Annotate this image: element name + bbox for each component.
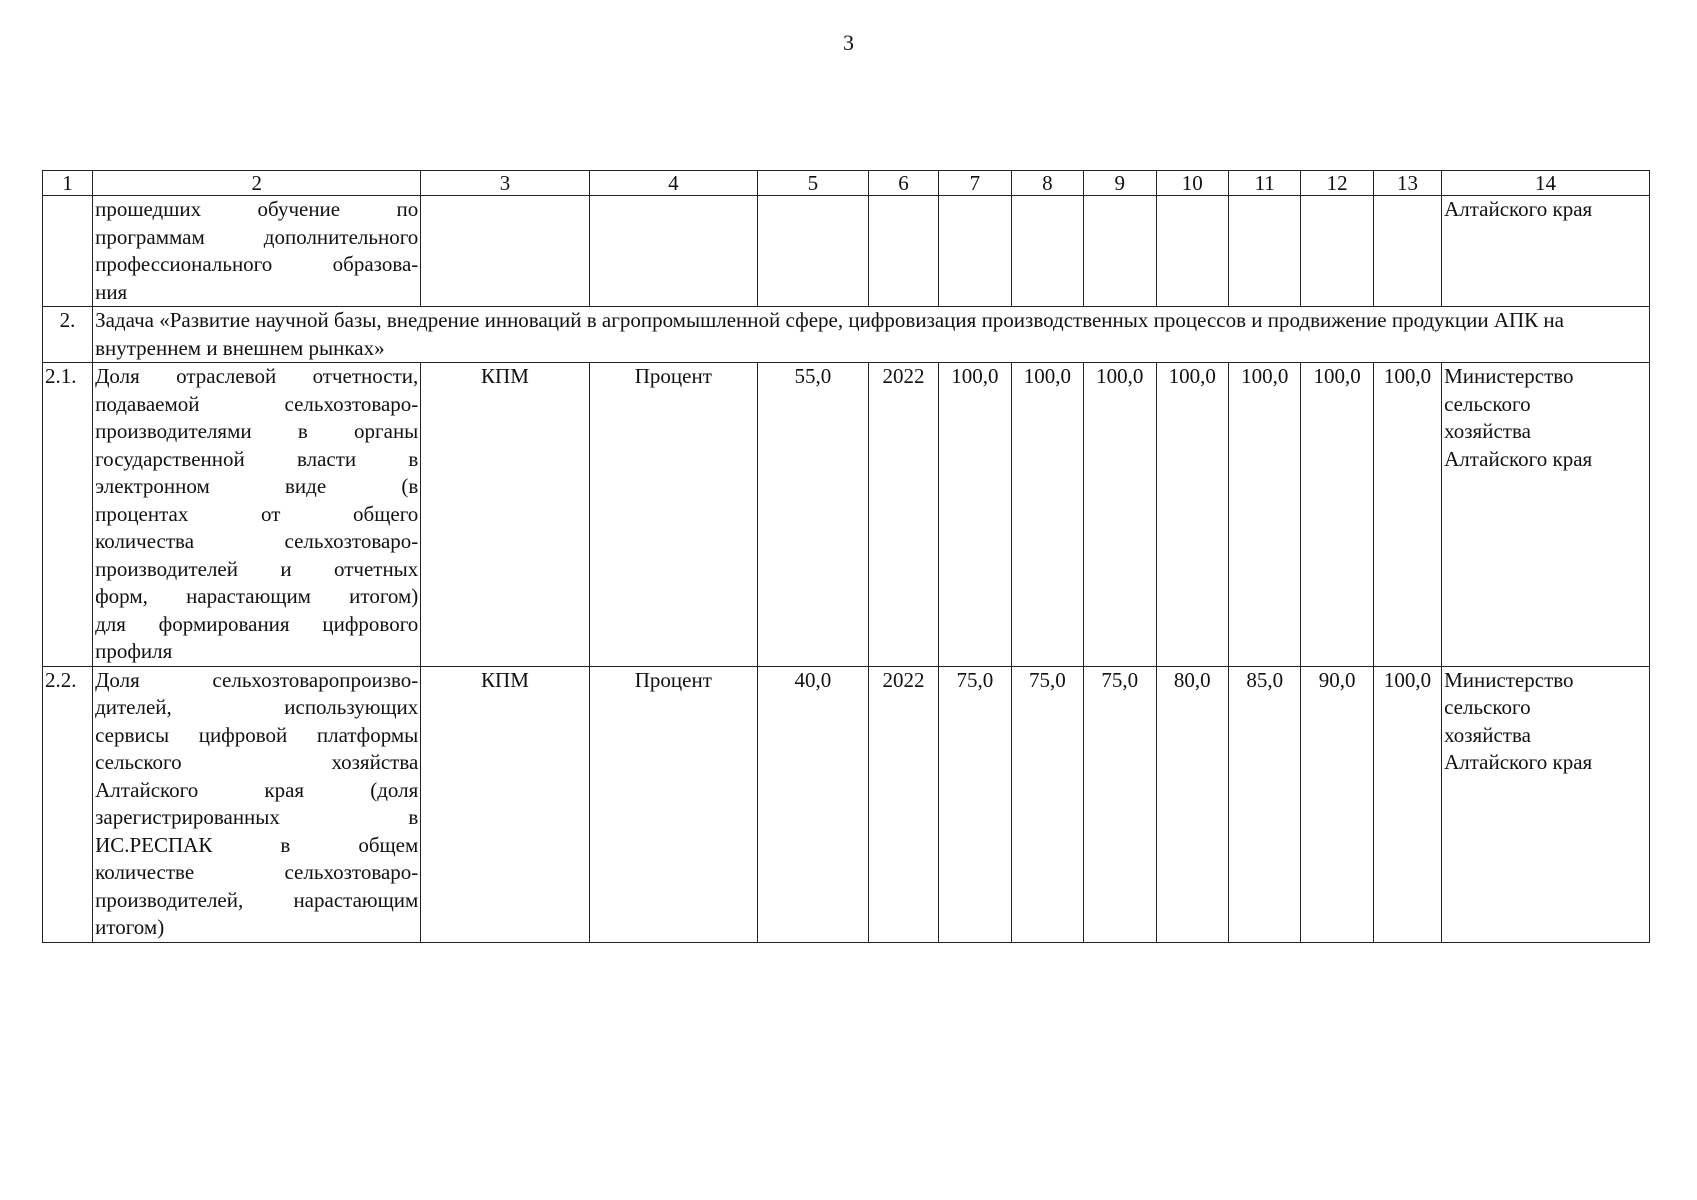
indicator-name-line: производителей и отчетных <box>95 556 419 581</box>
responsible-line: хозяйства <box>1444 722 1531 747</box>
responsible-cell <box>1442 363 1650 667</box>
row-number-cell <box>43 196 93 307</box>
column-header: 13 <box>1373 171 1441 196</box>
indicator-name-line: Алтайского края (доля <box>95 777 419 802</box>
indicator-name-line: сельского хозяйства <box>95 750 419 774</box>
indicator-name-line: форм, нарастающим итогом) <box>95 584 419 608</box>
target-value: 75,0 <box>939 666 1011 942</box>
indicator-type: КПМ <box>421 666 589 942</box>
indicator-unit: Процент <box>589 666 757 942</box>
responsible-cell: Алтайского края <box>1442 196 1650 307</box>
column-header: 9 <box>1084 171 1156 196</box>
target-value: 100,0 <box>1228 363 1300 667</box>
responsible-cell <box>1442 666 1650 942</box>
indicator-name-line: ИС.РЕСПАК в общем <box>95 832 419 857</box>
column-header: 11 <box>1228 171 1300 196</box>
indicator-name-line: электронном виде (в <box>95 474 419 498</box>
target-value: 90,0 <box>1301 666 1373 942</box>
column-header: 3 <box>421 171 589 196</box>
target-value: 75,0 <box>1011 666 1083 942</box>
indicator-name-line: прошедших обучение по <box>95 197 419 221</box>
indicator-name-line: профиля <box>95 639 173 663</box>
column-header: 10 <box>1156 171 1228 196</box>
indicator-name-line: производителями в органы <box>95 419 419 443</box>
target-value: 100,0 <box>1373 363 1441 667</box>
target-value: 85,0 <box>1228 666 1300 942</box>
column-header: 8 <box>1011 171 1083 196</box>
indicator-name-line: итогом) <box>95 915 165 939</box>
column-number-row <box>43 171 1650 196</box>
responsible-line: Министерство <box>1444 667 1574 692</box>
indicator-name-line: процентах от общего <box>95 501 419 526</box>
column-header: 1 <box>43 171 93 196</box>
indicator-name-line: количестве сельхозтоваро- <box>95 860 419 884</box>
indicator-row-2-2 <box>43 666 1650 942</box>
responsible-line: сельского <box>1444 391 1531 416</box>
indicator-row-2-1 <box>43 363 1650 667</box>
column-header: 6 <box>868 171 938 196</box>
indicator-name-line: количества сельхозтоваро- <box>95 529 419 553</box>
page-number: 3 <box>843 30 854 55</box>
column-header: 2 <box>93 171 421 196</box>
indicator-unit: Процент <box>589 363 757 667</box>
column-header: 7 <box>939 171 1011 196</box>
column-header: 12 <box>1301 171 1373 196</box>
indicator-name-cell <box>93 666 421 942</box>
indicator-name-line: государственной власти в <box>95 446 419 471</box>
base-year: 2022 <box>868 666 938 942</box>
column-header: 5 <box>758 171 869 196</box>
responsible-line: Алтайского края <box>1444 750 1593 774</box>
indicator-name-line: Доля сельхозтоваропроизво- <box>95 667 419 692</box>
indicator-name-cell <box>93 196 421 307</box>
indicator-name-line: профессионального образова- <box>95 252 419 276</box>
responsible-line: Министерство <box>1444 364 1574 388</box>
target-value: 100,0 <box>939 363 1011 667</box>
target-value: 100,0 <box>1373 666 1441 942</box>
task-number: 2. <box>43 307 93 363</box>
indicator-name-line: Доля отраслевой отчетности, <box>95 364 419 388</box>
target-value: 75,0 <box>1084 666 1156 942</box>
indicator-name-line: сервисы цифровой платформы <box>95 722 419 747</box>
indicator-name-line: производителей, нарастающим <box>95 887 419 912</box>
base-year: 2022 <box>868 363 938 667</box>
responsible-line: Алтайского края <box>1444 446 1593 471</box>
responsible-line: хозяйства <box>1444 419 1531 443</box>
target-value: 100,0 <box>1084 363 1156 667</box>
indicator-number: 2.2. <box>43 666 93 942</box>
indicator-name-line: зарегистрированных в <box>95 805 419 829</box>
target-value: 100,0 <box>1156 363 1228 667</box>
task-text: Задача «Развитие научной базы, внедрение инноваций в агропромышленной сфере, цифровизация производственных процессов и продвижение продукции АПК на внутреннем и внешнем рынках» <box>93 307 1650 363</box>
base-value: 40,0 <box>758 666 869 942</box>
indicator-name-line: дителей, использующих <box>95 695 419 719</box>
column-header: 14 <box>1442 171 1650 196</box>
indicator-name-line: ния <box>95 279 128 304</box>
indicators-table <box>42 170 1650 943</box>
responsible-line: сельского <box>1444 695 1531 719</box>
indicator-name-line: для формирования цифрового <box>95 611 419 636</box>
indicator-name-line: подаваемой сельхозтоваро- <box>95 391 419 416</box>
task-row <box>43 307 1650 363</box>
indicator-name-line: программам дополнительного <box>95 224 419 249</box>
column-header: 4 <box>589 171 757 196</box>
indicator-number: 2.1. <box>43 363 93 667</box>
continuation-row <box>43 196 1650 307</box>
target-value: 80,0 <box>1156 666 1228 942</box>
target-value: 100,0 <box>1011 363 1083 667</box>
target-value: 100,0 <box>1301 363 1373 667</box>
base-value: 55,0 <box>758 363 869 667</box>
indicator-name-cell <box>93 363 421 667</box>
indicator-type: КПМ <box>421 363 589 667</box>
